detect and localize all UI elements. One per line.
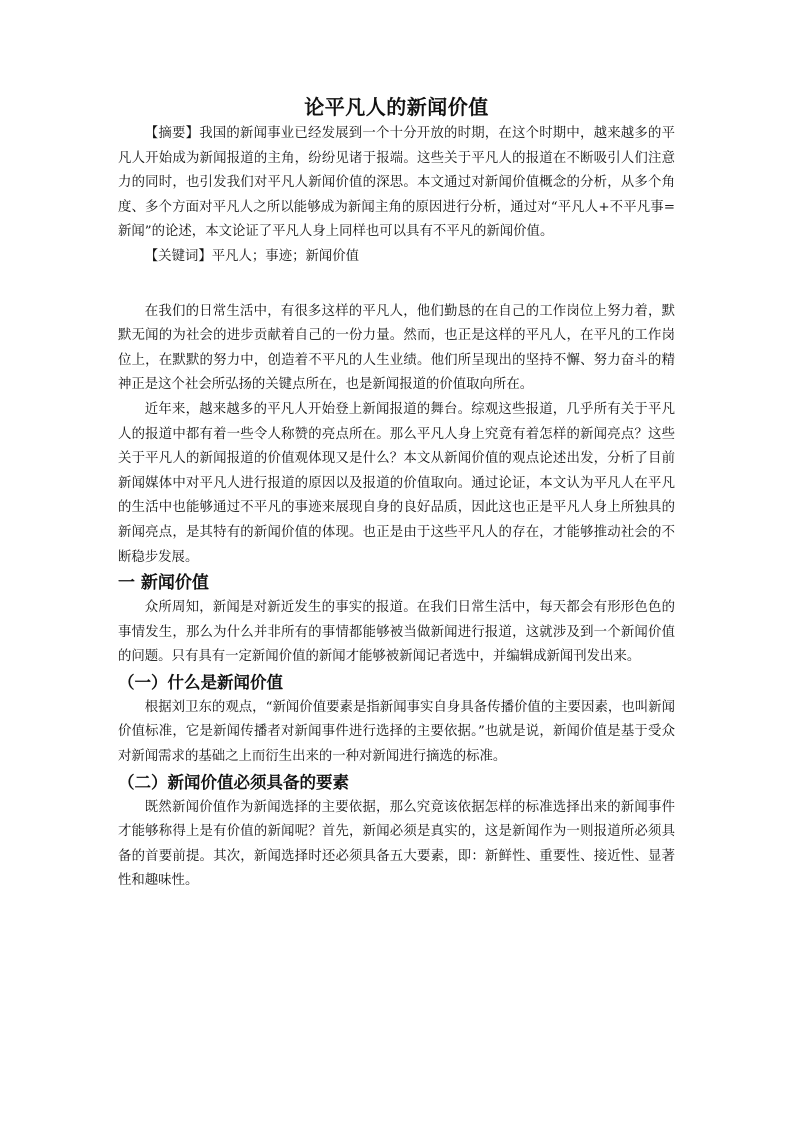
abstract-label: 【摘要】 bbox=[144, 126, 200, 141]
keywords-text: 平凡人；事迹；新闻价值 bbox=[211, 248, 360, 264]
keywords-label: 【关键词】 bbox=[144, 248, 212, 264]
section-heading-1-1: （一）什么是新闻价值 bbox=[118, 672, 283, 692]
section-heading-1: 一 新闻价值 bbox=[118, 573, 209, 594]
section-1-paragraph: 众所周知，新闻是对新近发生的事实的报道。在我们日常生活中，每天都会有形形色色的事情发生，那么为什么并非所有的事情都能够被当做新闻进行报道，这就涉及到一个新闻价值的问题。只有具有一定新闻价值的新闻才能够被新闻记者选中，并编辑成新闻刊发出来。 bbox=[118, 600, 675, 665]
intro-paragraph-2: 近年来，越来越多的平凡人开始登上新闻报道的舞台。综观这些报道，几乎所有关于平凡人的报道中都有着一些令人称赞的亮点所在。那么平凡人身上究竟有着怎样的新闻亮点？这些关于平凡人的新闻报道的价值观体现又是什么？本文从新闻价值的观点论述出发，分析了目前新闻媒体中对平凡人进行报道的原因以及报道的价值取向。通过论证，本文认为平凡人在平凡的生活中也能够通过不平凡的事迹来展现自身的良好品质，因此这也正是平凡人身上所独具的新闻亮点，是其特有的新闻价值的体现。也正是由于这些平凡人的存在，才能够推动社会的不断稳步发展。 bbox=[118, 401, 675, 565]
document-title: 论平凡人的新闻价值 bbox=[304, 95, 489, 119]
abstract-paragraph bbox=[118, 122, 675, 245]
section-1-2-paragraph: 既然新闻价值作为新闻选择的主要依据，那么究竟该依据怎样的标准选择出来的新闻事件才能够称得上是有价值的新闻呢？首先，新闻必须是真实的，这是新闻作为一则报道所必须具备的首要前提。其次，新闻选择时还必须具备五大要素，即：新鲜性、重要性、接近性、显著性和趣味性。 bbox=[118, 799, 675, 889]
section-1-1-paragraph: 根据刘卫东的观点，“新闻价值要素是指新闻事实自身具备传播价值的主要因素，也叫新闻价值标准，它是新闻传播者对新闻事件进行选择的主要依据。”也就是说，新闻价值是基于受众对新闻需求的基础之上而衍生出来的一种对新闻进行摘选的标准。 bbox=[118, 699, 675, 765]
intro-paragraph-1: 在我们的日常生活中，有很多这样的平凡人，他们勤恳的在自己的工作岗位上努力着，默默无闻的为社会的进步贡献着自己的一份力量。然而，也正是这样的平凡人，在平凡的工作岗位上，在默默的努力中，创造着不平凡的人生业绩。他们所呈现出的坚持不懈、努力奋斗的精神正是这个社会所弘扬的关键点所在，也是新闻报道的价值取向所在。 bbox=[118, 303, 675, 393]
section-spacer bbox=[118, 270, 675, 300]
keywords-paragraph bbox=[118, 245, 675, 270]
abstract-text: 我国的新闻事业已经发展到一个十分开放的时期，在这个时期中，越来越多的平凡人开始成为新闻报道的主角，纷纷见诸于报端。这些关于平凡人的报道在不断吸引人们注意力的同时，也引发我们对平凡人新闻价值的深思。本文通过对新闻价值概念的分析，从多个角度、多个方面对平凡人之所以能够成为新闻主角的原因进行分析，通过对“平凡人+不平凡事=新闻”的论述，本文论证了平凡人身上同样也可以具有不平凡的新闻价值。 bbox=[118, 126, 676, 240]
section-heading-1-2: （二）新闻价值必须具备的要素 bbox=[118, 772, 349, 792]
